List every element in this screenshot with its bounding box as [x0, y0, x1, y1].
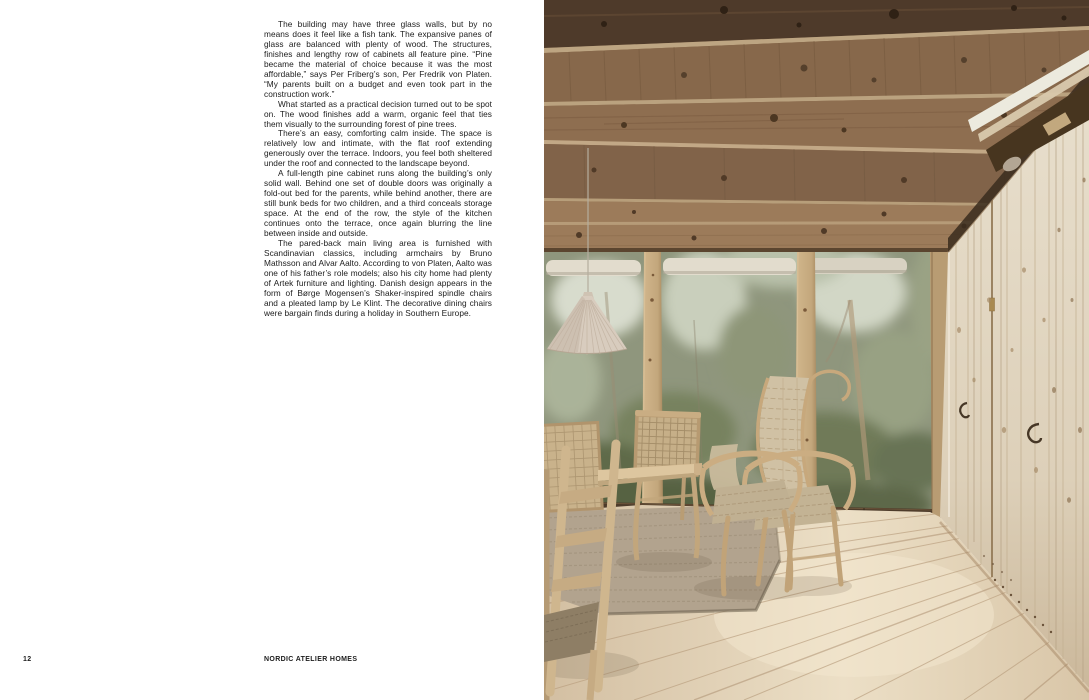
- article-paragraph: There’s an easy, comforting calm inside. The space is relatively low and intimate, with the flat roof extending generously over the terrace. Indoors, you feel both sheltered under the roof and connected to the landscape beyond.: [264, 128, 492, 169]
- roller-blind: [546, 260, 641, 276]
- article-text: [264, 20, 492, 319]
- left-page: [0, 0, 544, 700]
- article-paragraph: The building may have three glass walls, but by no means does it feel like a fish tank. The expansive panes of glass are balanced with plenty of wood. The structures, finishes and lengthy row of cabinets all feature pine. “Pine became the material of choice because it was the most affordable,” says Per Friberg’s son, Per Fredrik von Platen. “My parents built on a budget and even took part in the construction work.”: [264, 19, 492, 99]
- article-paragraph: A full-length pine cabinet runs along the building’s only solid wall. Behind one set of double doors was originally a fold-out bed for the parents, while behind another, there are still bunk beds for two children, and a third conceals storage space. At the end of the row, the style of the kitchen continues onto the terrace, once again blurring the line between inside and outside.: [264, 168, 492, 239]
- article-paragraph: The pared-back main living area is furnished with Scandinavian classics, including armchairs by Bruno Mathsson and Alvar Aalto. According to von Platen, Aalto was one of his father’s role models; also his city home had plenty of Artek furniture and lighting. Danish design appears in the form of Børge Mogensen’s Shaker-inspired spindle chairs and a pleated lamp by Le Klint. The decorative dining chairs were bargain finds during a holiday in Southern Europe.: [264, 237, 492, 318]
- page-number: 12: [23, 656, 32, 663]
- article-paragraph: What started as a practical decision turned out to be spot on. The wood finishes add a warm, organic feel that ties them visually to the surrounding forest of pine trees.: [264, 98, 492, 129]
- roller-blinds: [546, 258, 907, 276]
- roller-blind: [663, 258, 796, 275]
- right-page: [544, 0, 1089, 700]
- roller-blind: [809, 258, 907, 274]
- interior-photo: [544, 0, 1089, 700]
- running-title: NORDIC ATELIER HOMES: [264, 656, 358, 663]
